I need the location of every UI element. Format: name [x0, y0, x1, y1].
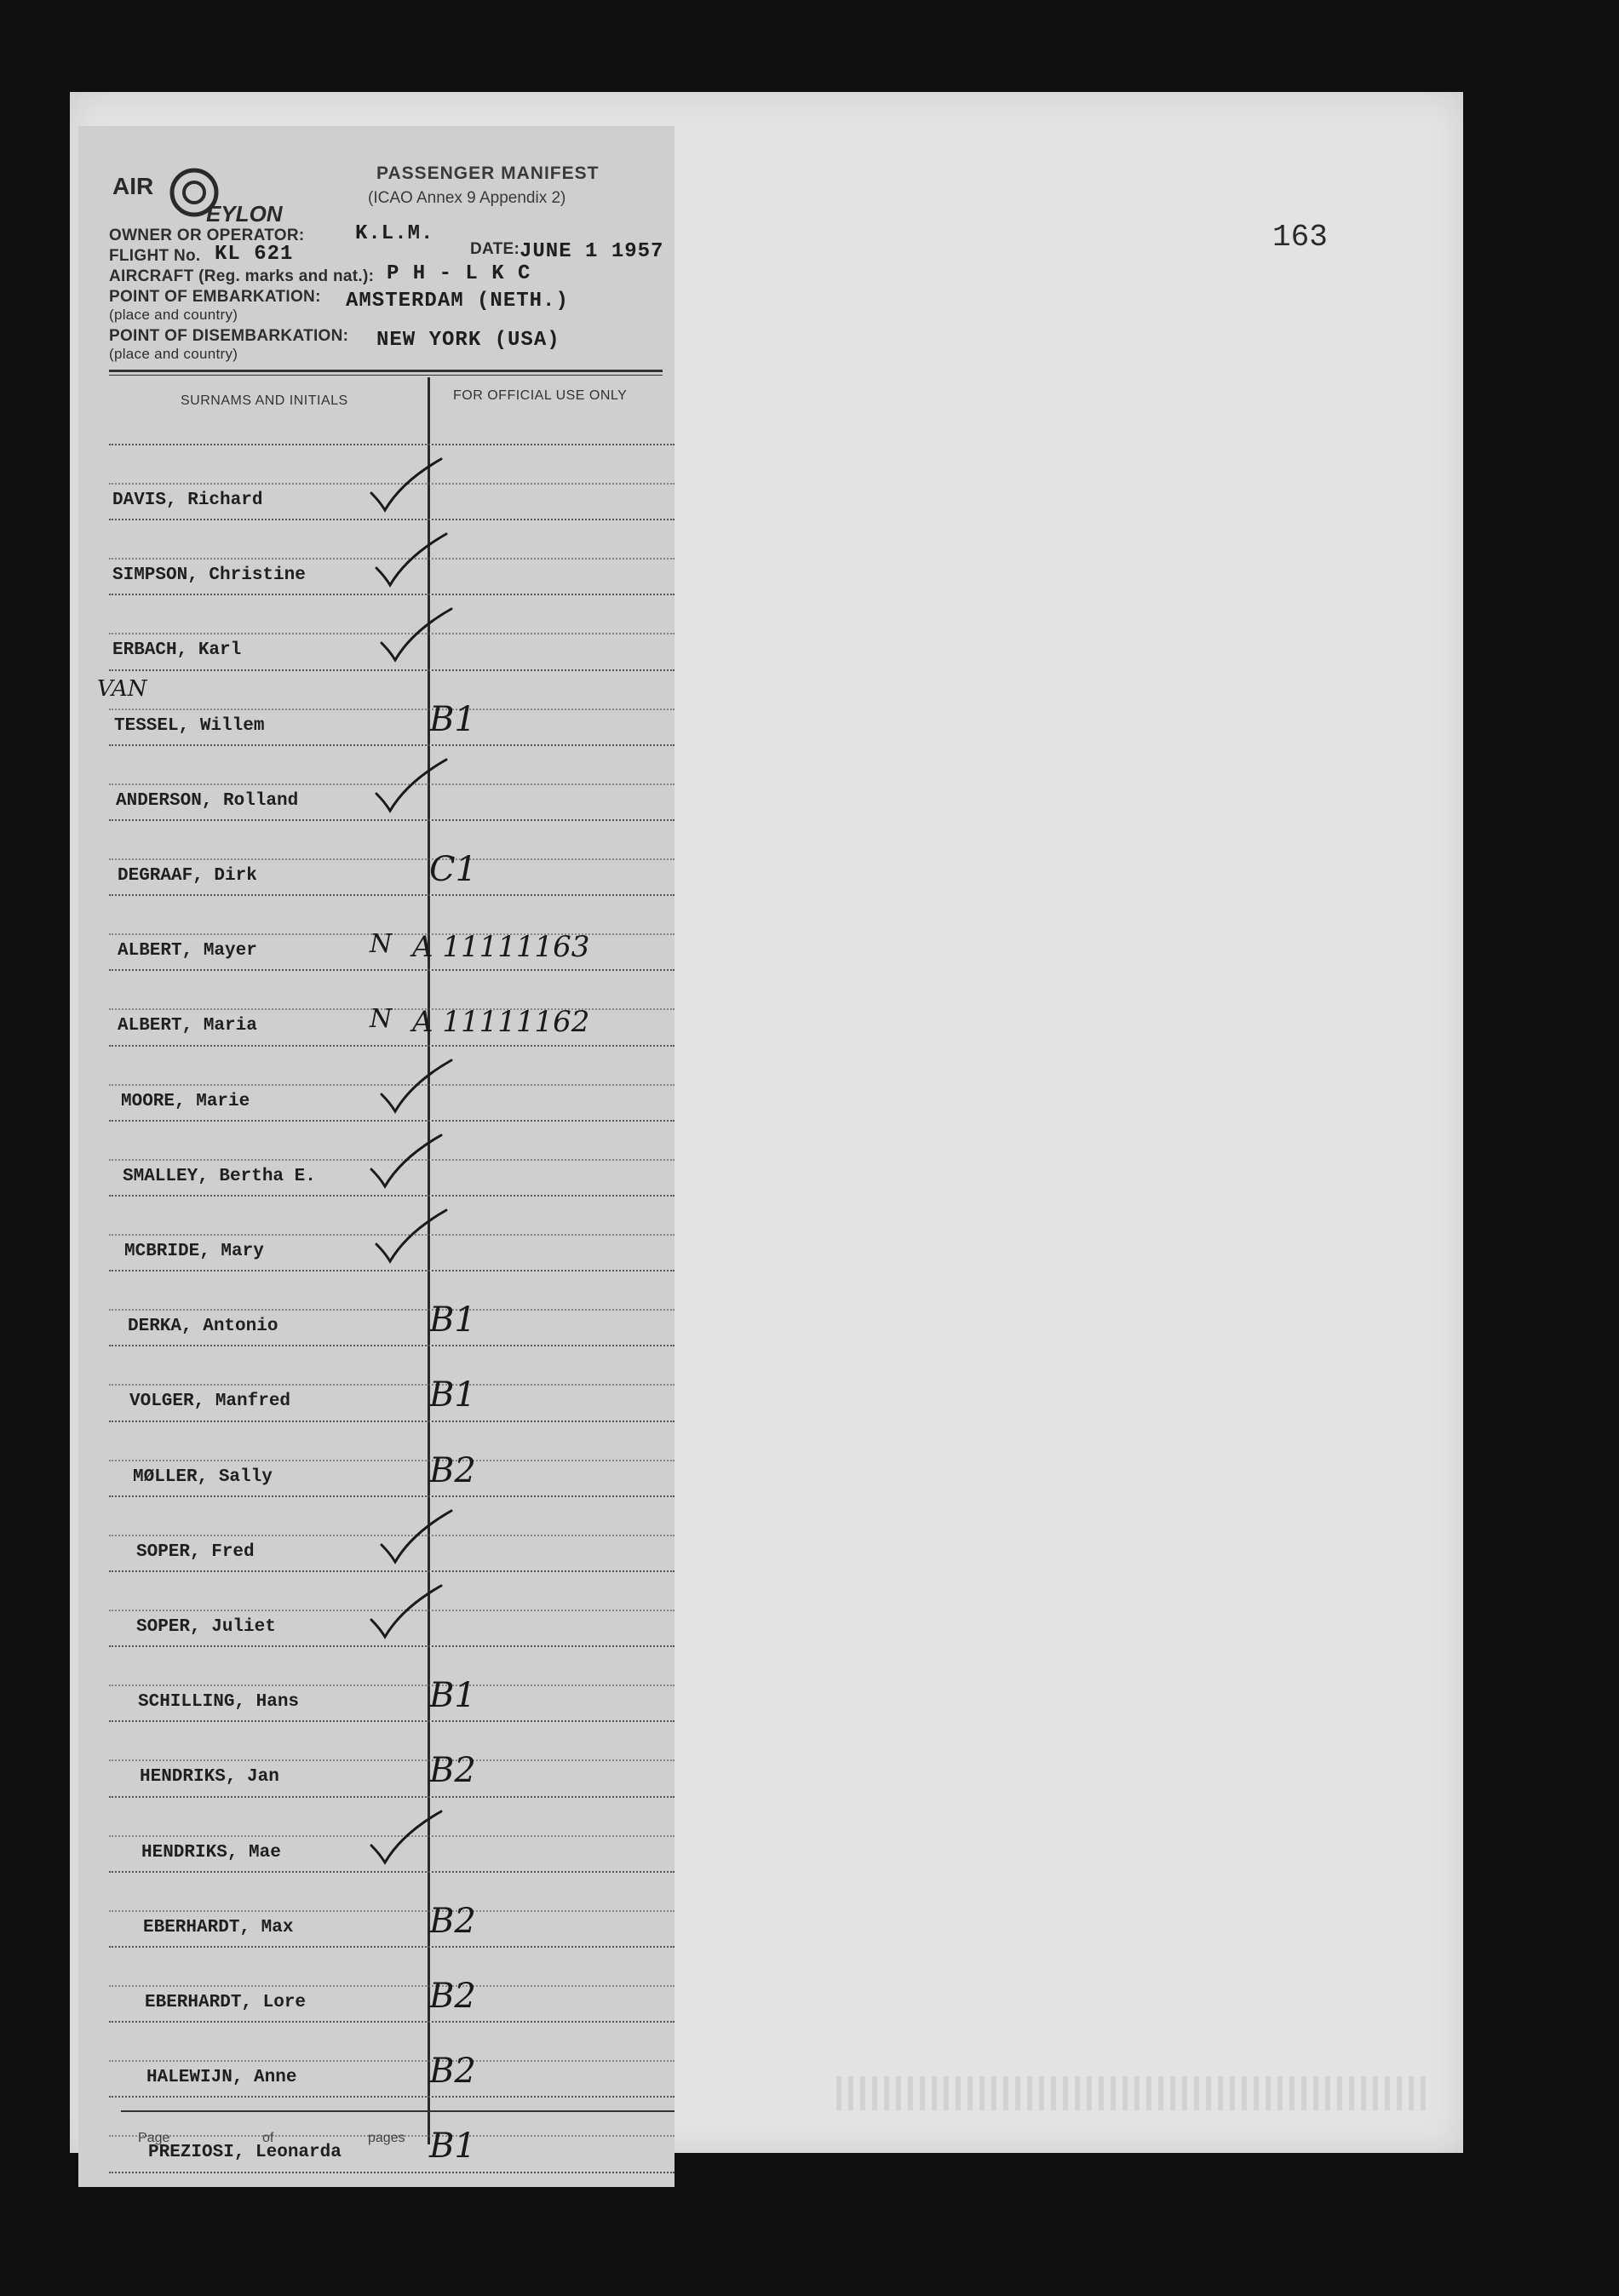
passenger-name: EBERHARDT, Lore	[145, 1993, 307, 2012]
passenger-name: SCHILLING, Hans	[138, 1692, 300, 1713]
footer-pages-label: pages	[368, 2131, 405, 2145]
disembarkation-label: POINT OF DISEMBARKATION:	[109, 327, 349, 345]
passenger-row	[112, 1647, 657, 1722]
passenger-row	[112, 595, 657, 670]
passenger-name: SOPER, Fred	[136, 1541, 255, 1562]
passenger-row	[112, 896, 657, 971]
check-mark-icon	[373, 1207, 450, 1266]
footer-rule	[121, 2110, 675, 2112]
passenger-name: ALBERT, Mayer	[118, 941, 257, 961]
official-use-mark: B1	[429, 699, 476, 739]
official-use-mark: B1	[429, 1300, 476, 1340]
page-number: 163	[1272, 220, 1328, 255]
passenger-row	[112, 1271, 657, 1346]
passenger-row	[112, 1873, 657, 1948]
embarkation-sub: (place and country)	[109, 307, 238, 323]
official-use-mark: B2	[429, 1977, 476, 2016]
check-mark-icon	[368, 1582, 445, 1642]
owner-label: OWNER OR OPERATOR:	[109, 227, 305, 244]
check-mark-icon	[368, 1132, 445, 1191]
official-use-mark: A 11111163	[412, 930, 590, 965]
passenger-name: EBERHARDT, Max	[143, 1917, 294, 1937]
passenger-row	[112, 1422, 657, 1497]
logo-ceylon-text: EYLON	[206, 201, 283, 227]
passenger-row	[97, 671, 657, 746]
manifest-form	[78, 126, 675, 2187]
manifest-subtitle: (ICAO Annex 9 Appendix 2)	[368, 189, 566, 207]
handwritten-n-mark: N	[370, 1004, 393, 1035]
passenger-name: HENDRIKS, Jan	[140, 1767, 279, 1788]
official-use-mark: B2	[429, 1450, 476, 1490]
passenger-row	[112, 1122, 657, 1197]
passenger-name: MOORE, Marie	[121, 1091, 250, 1111]
date-label: DATE:	[470, 240, 520, 258]
flight-label: FLIGHT No.	[109, 247, 201, 265]
passenger-row	[112, 821, 657, 896]
passenger-name: ANDERSON, Rolland	[116, 790, 299, 811]
passenger-row	[112, 2023, 657, 2098]
passenger-row	[112, 1346, 657, 1421]
check-mark-icon	[373, 531, 450, 590]
passenger-name: MCBRIDE, Mary	[124, 1242, 264, 1261]
passenger-name: SOPER, Juliet	[136, 1617, 276, 1637]
passenger-name: TESSEL, Willem	[114, 715, 265, 736]
passenger-name: DAVIS, Richard	[112, 491, 263, 510]
disembarkation-value: NEW YORK (USA)	[376, 329, 560, 352]
passenger-row	[112, 1047, 657, 1122]
air-ceylon-logo	[109, 160, 296, 237]
passenger-name: HENDRIKS, Mae	[141, 1842, 281, 1863]
passenger-row	[112, 746, 657, 821]
date-value: JUNE 1 1957	[520, 240, 664, 263]
passenger-name: PREZIOSI, Leonarda	[148, 2143, 342, 2163]
handwritten-prefix-note: VAN	[97, 675, 147, 702]
official-use-mark: A 11111162	[412, 1005, 590, 1040]
embarkation-value: AMSTERDAM (NETH.)	[346, 290, 569, 313]
logo-air-text: AIR	[112, 173, 154, 199]
footer-of-label: of	[262, 2131, 274, 2145]
column-header-official: FOR OFFICIAL USE ONLY	[453, 388, 628, 403]
check-mark-icon	[368, 1808, 445, 1868]
handwritten-n-mark: N	[370, 929, 393, 960]
passenger-name: DEGRAAF, Dirk	[118, 866, 257, 886]
passenger-row	[112, 1497, 657, 1572]
official-use-mark: C1	[429, 850, 478, 889]
header-rule	[109, 370, 663, 372]
aircraft-label: AIRCRAFT (Reg. marks and nat.):	[109, 267, 375, 285]
official-use-mark: B1	[429, 1375, 476, 1415]
passenger-name: ERBACH, Karl	[112, 640, 242, 661]
check-mark-icon	[378, 1507, 455, 1567]
passenger-name: MØLLER, Sally	[133, 1467, 273, 1487]
bleed-through-marks	[836, 2076, 1432, 2110]
owner-value: K.L.M.	[355, 222, 434, 245]
check-mark-icon	[378, 606, 455, 665]
header-rule-thin	[109, 375, 663, 376]
check-mark-icon	[378, 1057, 455, 1116]
column-header-surnames: SURNAMS AND INITIALS	[181, 393, 348, 408]
passenger-row	[112, 445, 657, 520]
official-use-mark: B2	[429, 1901, 476, 1941]
manifest-title: PASSENGER MANIFEST	[376, 164, 600, 183]
passenger-name: DERKA, Antonio	[128, 1317, 278, 1337]
passenger-row	[112, 1798, 657, 1873]
passenger-name: VOLGER, Manfred	[129, 1392, 291, 1412]
aircraft-value: P H - L K C	[387, 262, 531, 285]
manifest-sheet	[70, 92, 1463, 2167]
flight-value: KL 621	[215, 243, 294, 266]
passenger-row	[112, 971, 657, 1046]
footer-page-label: Page	[138, 2131, 170, 2145]
official-use-mark: B1	[429, 2127, 476, 2167]
official-use-mark: B2	[429, 2052, 476, 2092]
passenger-row	[112, 1722, 657, 1797]
passenger-row	[112, 1948, 657, 2023]
passenger-name: HALEWIJN, Anne	[146, 2068, 297, 2088]
passenger-row	[112, 1572, 657, 1647]
passenger-row	[112, 520, 657, 595]
disembarkation-sub: (place and country)	[109, 346, 238, 362]
official-use-mark: B1	[429, 1676, 476, 1716]
passenger-row	[112, 1197, 657, 1271]
passenger-name: SIMPSON, Christine	[112, 565, 306, 586]
embarkation-label: POINT OF EMBARKATION:	[109, 288, 321, 306]
check-mark-icon	[368, 456, 445, 515]
passenger-name: ALBERT, Maria	[118, 1016, 257, 1036]
official-use-mark: B2	[429, 1751, 476, 1791]
check-mark-icon	[373, 756, 450, 816]
passenger-name: SMALLEY, Bertha E.	[123, 1166, 316, 1186]
